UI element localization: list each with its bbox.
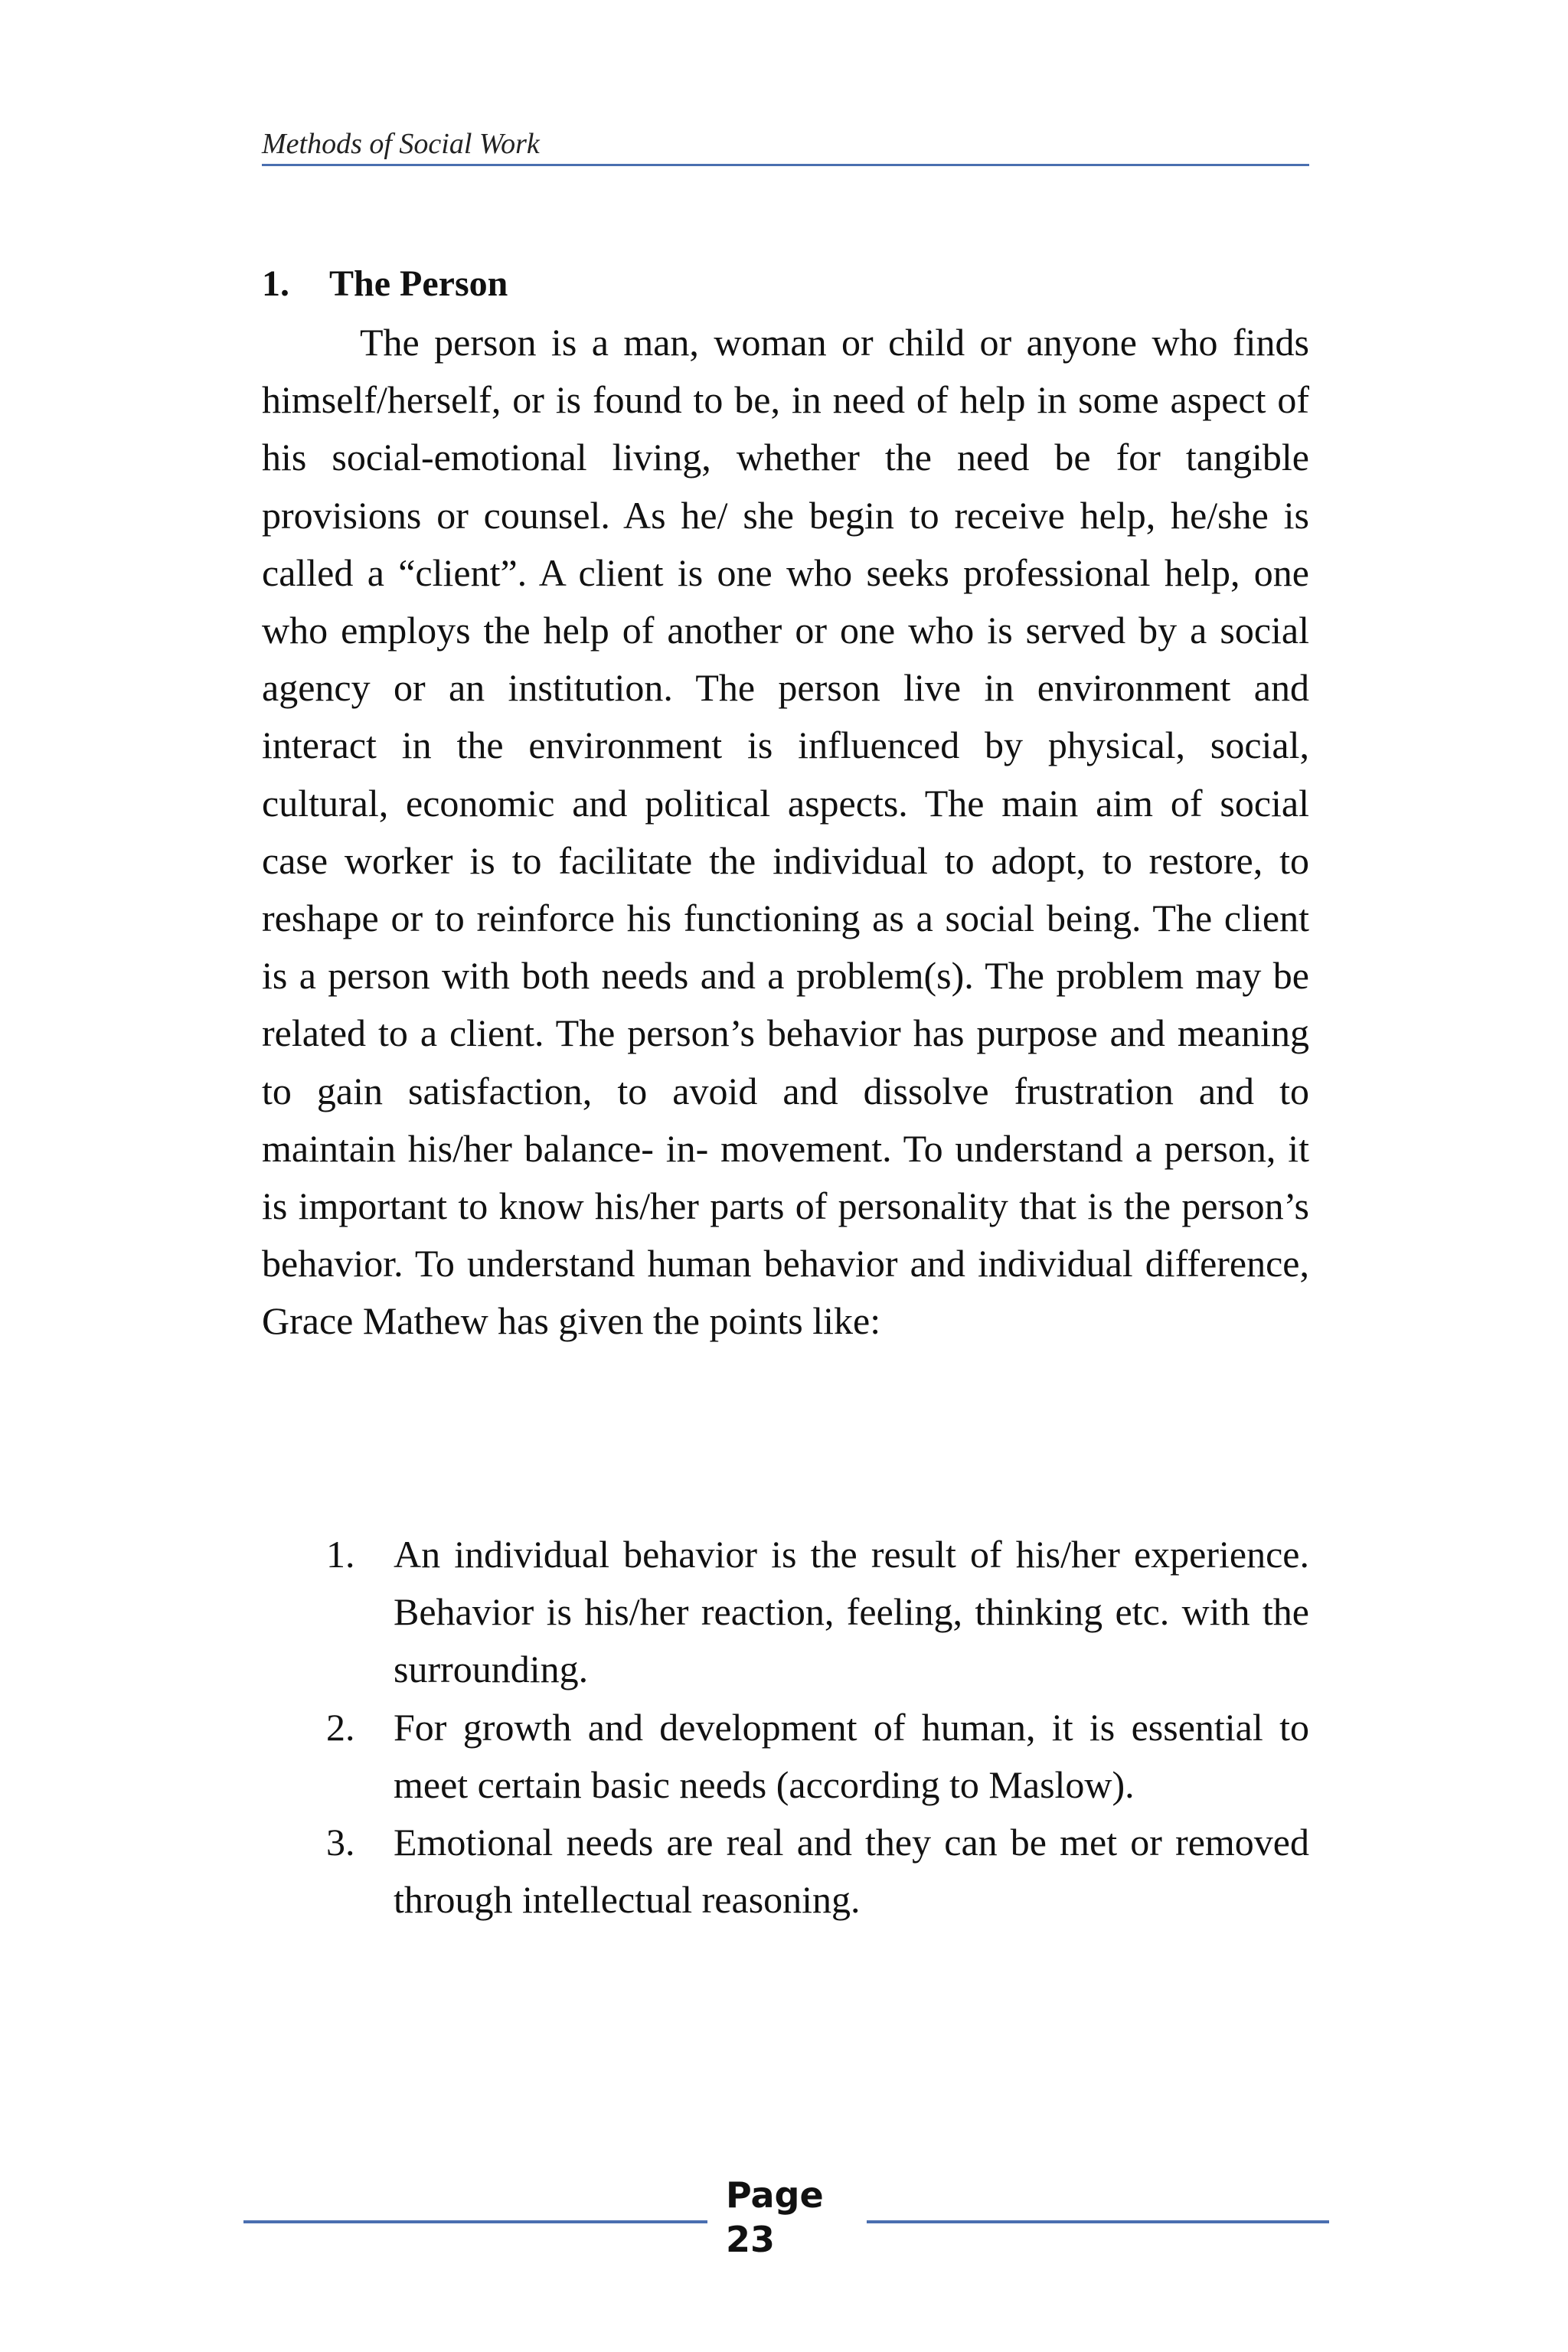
list-item [262, 1814, 1309, 1929]
list-item-text: An individual behavior is the result of his/her experience. Behavior is his/her reaction, feeling, thinking etc. with the surrounding. [394, 1533, 1309, 1691]
list-item-number: 2. [326, 1705, 355, 1749]
section-heading [262, 263, 508, 305]
points-list [262, 1526, 1309, 1929]
page-number: 23 [726, 2219, 776, 2260]
page-number-label [726, 2173, 824, 2262]
footer-divider-left [243, 2220, 707, 2223]
page-word: Page [726, 2174, 824, 2216]
section-title: The Person [329, 263, 508, 304]
list-item-number: 3. [326, 1821, 355, 1864]
body-paragraph [262, 314, 1309, 1351]
body-paragraph-text: The person is a man, woman or child or anyone who finds himself/herself, or is found to be, in need of help in some aspect of his social-emotional living, whether the need be for tangible provisions or counsel. As he/ she begin to receive help, he/she is called a “client”. A client is one who seeks professional help, one who employs the help of another or one who is served by a social agency or an institution. The person live in environment and interact in the environment is influenced by physical, social, cultural, economic and political aspects. The main aim of social case worker is to facilitate the individual to adopt, to restore, to reshape or to reinforce his functioning as a social being. The client is a person with both needs and a problem(s). The problem may be related to a client. The person’s behavior has purpose and meaning to gain satisfaction, to avoid and dissolve frustration and to maintain his/her balance- in- movement. To understand a person, it is important to know his/her parts of personality that is the person’s behavior. To understand human behavior and individual difference, Grace Mathew has given the points like: [262, 321, 1309, 1343]
header-divider [262, 164, 1309, 166]
footer-divider-right [867, 2220, 1329, 2223]
list-item-text: Emotional needs are real and they can be met or removed through intellectual reasoning. [394, 1821, 1309, 1922]
list-item-text: For growth and development of human, it is essential to meet certain basic needs (according to Maslow). [394, 1705, 1309, 1806]
list-item [262, 1526, 1309, 1699]
list-item-number: 1. [326, 1533, 355, 1576]
section-number: 1. [262, 263, 289, 304]
list-item [262, 1699, 1309, 1814]
running-header-title: Methods of Social Work [262, 128, 540, 160]
